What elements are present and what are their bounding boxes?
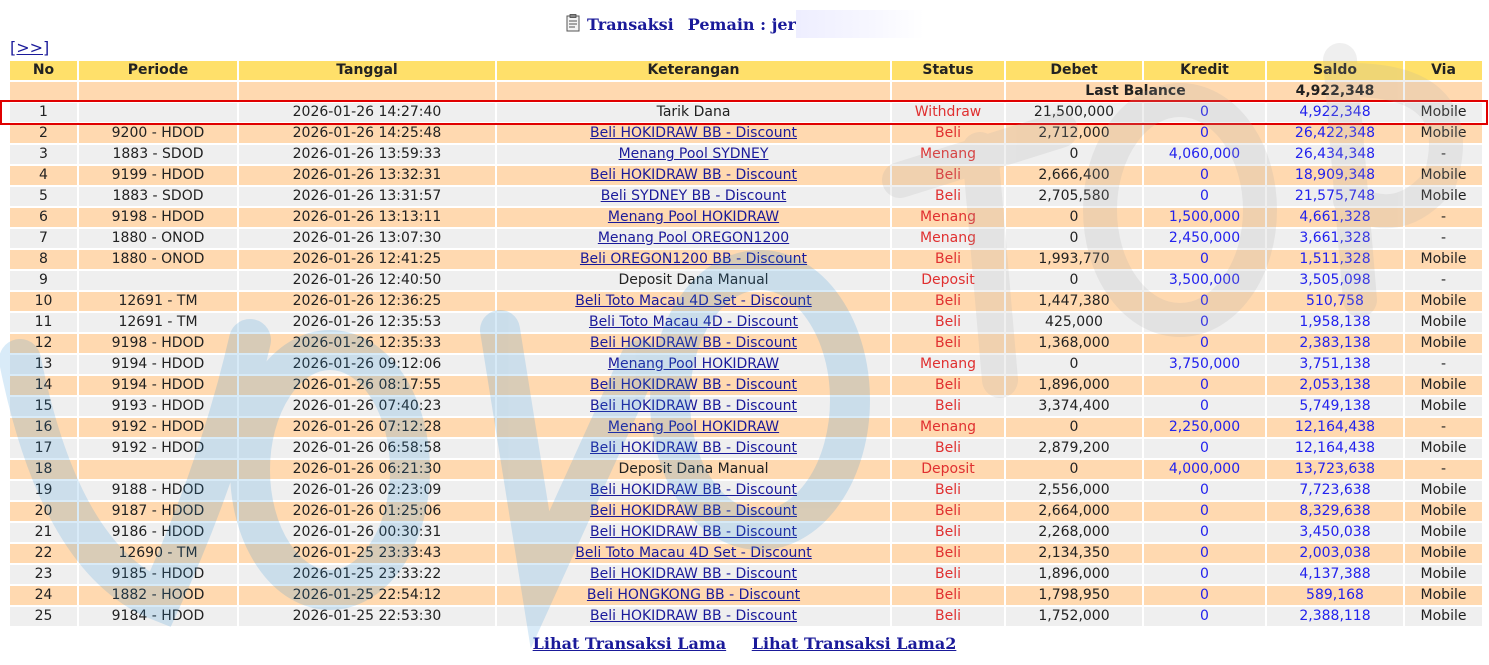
description-link[interactable]: Beli HOKIDRAW BB - Discount	[590, 608, 797, 624]
cell-kredit: 0	[1143, 396, 1266, 417]
cell-tanggal: 2026-01-26 01:25:06	[238, 501, 496, 522]
cell-status: Beli	[891, 501, 1005, 522]
transaction-table	[9, 60, 1483, 627]
col-header-saldo: Saldo	[1266, 60, 1404, 81]
table-row	[9, 480, 1483, 501]
cell-saldo: 21,575,748	[1266, 186, 1404, 207]
cell-ket[interactable]	[496, 333, 891, 354]
cell-saldo: 3,505,098	[1266, 270, 1404, 291]
cell-no: 1	[9, 102, 78, 123]
cell-status: Menang	[891, 207, 1005, 228]
cell-via: -	[1404, 354, 1483, 375]
cell-debet: 2,879,200	[1005, 438, 1143, 459]
cell-periode: 9194 - HDOD	[78, 375, 238, 396]
cell-periode: 12691 - TM	[78, 291, 238, 312]
cell-kredit: 0	[1143, 333, 1266, 354]
cell-tanggal: 2026-01-26 13:32:31	[238, 165, 496, 186]
cell-periode: 9184 - HDOD	[78, 606, 238, 627]
old-transactions-2-link[interactable]: Lihat Transaksi Lama2	[751, 634, 957, 653]
cell-saldo: 1,511,328	[1266, 249, 1404, 270]
cell-kredit: 0	[1143, 585, 1266, 606]
cell-saldo: 2,053,138	[1266, 375, 1404, 396]
cell-via: Mobile	[1404, 522, 1483, 543]
cell-via: Mobile	[1404, 501, 1483, 522]
cell-kredit: 0	[1143, 606, 1266, 627]
cell-ket[interactable]	[496, 543, 891, 564]
cell-tanggal: 2026-01-26 12:35:33	[238, 333, 496, 354]
cell-saldo: 2,003,038	[1266, 543, 1404, 564]
cell-kredit: 0	[1143, 480, 1266, 501]
cell-kredit: 1,500,000	[1143, 207, 1266, 228]
cell-tanggal: 2026-01-25 22:54:12	[238, 585, 496, 606]
cell-no: 21	[9, 522, 78, 543]
col-header-debet: Debet	[1005, 60, 1143, 81]
col-header-periode: Periode	[78, 60, 238, 81]
cell-status: Withdraw	[891, 102, 1005, 123]
cell-periode: 9198 - HDOD	[78, 333, 238, 354]
cell-no: 25	[9, 606, 78, 627]
cell-ket[interactable]	[496, 522, 891, 543]
cell-periode: 1883 - SDOD	[78, 144, 238, 165]
table-row	[9, 564, 1483, 585]
cell-via: -	[1404, 228, 1483, 249]
cell-ket	[496, 102, 891, 123]
cell-status: Beli	[891, 585, 1005, 606]
cell-debet: 0	[1005, 228, 1143, 249]
cell-debet: 0	[1005, 354, 1143, 375]
cell-periode: 1883 - SDOD	[78, 186, 238, 207]
cell-saldo: 3,450,038	[1266, 522, 1404, 543]
cell-saldo: 7,723,638	[1266, 480, 1404, 501]
cell-tanggal: 2026-01-26 00:30:31	[238, 522, 496, 543]
cell-no: 10	[9, 291, 78, 312]
cell-kredit: 4,000,000	[1143, 459, 1266, 480]
cell-kredit: 0	[1143, 312, 1266, 333]
cell-status: Beli	[891, 123, 1005, 144]
cell-periode: 9194 - HDOD	[78, 354, 238, 375]
cell-periode: 9187 - HDOD	[78, 501, 238, 522]
table-header-row	[9, 60, 1483, 81]
cell-debet: 3,374,400	[1005, 396, 1143, 417]
cell-status: Beli	[891, 606, 1005, 627]
cell-periode: 9199 - HDOD	[78, 165, 238, 186]
table-row	[9, 375, 1483, 396]
cell-debet: 2,268,000	[1005, 522, 1143, 543]
cell-no: 13	[9, 354, 78, 375]
footer-links	[0, 634, 1489, 653]
cell-saldo: 510,758	[1266, 291, 1404, 312]
table-row	[9, 585, 1483, 606]
cell-saldo: 13,723,638	[1266, 459, 1404, 480]
cell-tanggal: 2026-01-26 13:13:11	[238, 207, 496, 228]
cell-via: Mobile	[1404, 480, 1483, 501]
col-header-status: Status	[891, 60, 1005, 81]
cell-ket[interactable]	[496, 249, 891, 270]
cell-status: Menang	[891, 417, 1005, 438]
cell-via: -	[1404, 207, 1483, 228]
cell-ket[interactable]	[496, 165, 891, 186]
cell-status: Beli	[891, 480, 1005, 501]
cell-via: Mobile	[1404, 186, 1483, 207]
cell-ket[interactable]	[496, 144, 891, 165]
cell-no: 16	[9, 417, 78, 438]
cell-kredit: 2,250,000	[1143, 417, 1266, 438]
cell-saldo: 4,661,328	[1266, 207, 1404, 228]
cell-debet: 1,896,000	[1005, 375, 1143, 396]
cell-status: Beli	[891, 564, 1005, 585]
description-link[interactable]: Beli HOKIDRAW BB - Discount	[590, 167, 797, 183]
cell-debet: 1,368,000	[1005, 333, 1143, 354]
description-link[interactable]: Beli HOKIDRAW BB - Discount	[590, 524, 797, 540]
cell-no: 18	[9, 459, 78, 480]
cell-debet: 2,664,000	[1005, 501, 1143, 522]
cell-periode: 1880 - ONOD	[78, 249, 238, 270]
col-header-kredit: Kredit	[1143, 60, 1266, 81]
table-row	[9, 501, 1483, 522]
table-row	[9, 102, 1483, 123]
cell-saldo: 4,137,388	[1266, 564, 1404, 585]
cell-ket	[496, 270, 891, 291]
cell-tanggal: 2026-01-26 12:35:53	[238, 312, 496, 333]
table-row	[9, 207, 1483, 228]
cell-via: Mobile	[1404, 396, 1483, 417]
cell-saldo: 18,909,348	[1266, 165, 1404, 186]
cell-no: 8	[9, 249, 78, 270]
cell-ket[interactable]	[496, 438, 891, 459]
table-row	[9, 312, 1483, 333]
table-row	[9, 417, 1483, 438]
cell-no: 6	[9, 207, 78, 228]
cell-saldo: 3,661,328	[1266, 228, 1404, 249]
cell-via: Mobile	[1404, 165, 1483, 186]
cell-tanggal: 2026-01-26 08:17:55	[238, 375, 496, 396]
cell-debet: 2,134,350	[1005, 543, 1143, 564]
redacted-area	[796, 10, 924, 38]
cell-kredit: 0	[1143, 375, 1266, 396]
description-link[interactable]: Beli HONGKONG BB - Discount	[586, 587, 801, 603]
cell-no: 5	[9, 186, 78, 207]
last-balance-row	[9, 81, 1483, 102]
cell-kredit: 0	[1143, 543, 1266, 564]
table-row	[9, 438, 1483, 459]
table-row	[9, 396, 1483, 417]
description-link[interactable]: Menang Pool HOKIDRAW	[607, 419, 780, 435]
table-row	[9, 354, 1483, 375]
cell-status: Beli	[891, 165, 1005, 186]
cell-periode	[78, 102, 238, 123]
col-header-tanggal: Tanggal	[238, 60, 496, 81]
cell-status: Beli	[891, 543, 1005, 564]
cell-tanggal: 2026-01-26 07:12:28	[238, 417, 496, 438]
cell-no: 2	[9, 123, 78, 144]
cell-ket	[496, 459, 891, 480]
cell-saldo: 12,164,438	[1266, 417, 1404, 438]
cell-kredit: 4,060,000	[1143, 144, 1266, 165]
cell-no: 20	[9, 501, 78, 522]
description-link[interactable]: Menang Pool HOKIDRAW	[607, 209, 780, 225]
cell-status: Beli	[891, 186, 1005, 207]
cell-periode: 9192 - HDOD	[78, 417, 238, 438]
cell-status: Beli	[891, 396, 1005, 417]
table-row	[9, 522, 1483, 543]
cell-tanggal: 2026-01-26 12:41:25	[238, 249, 496, 270]
cell-no: 7	[9, 228, 78, 249]
cell-ket[interactable]	[496, 291, 891, 312]
cell-ket[interactable]	[496, 480, 891, 501]
table-row	[9, 165, 1483, 186]
cell-debet: 0	[1005, 459, 1143, 480]
cell-periode: 9193 - HDOD	[78, 396, 238, 417]
cell-status: Deposit	[891, 270, 1005, 291]
cell-debet: 0	[1005, 270, 1143, 291]
table-row	[9, 270, 1483, 291]
table-row	[9, 228, 1483, 249]
cell-debet: 1,752,000	[1005, 606, 1143, 627]
description-link[interactable]: Beli HOKIDRAW BB - Discount	[590, 503, 797, 519]
cell-kredit: 0	[1143, 186, 1266, 207]
cell-via: -	[1404, 144, 1483, 165]
cell-status: Deposit	[891, 459, 1005, 480]
description-text: Deposit Dana Manual	[618, 461, 769, 477]
description-text: Tarik Dana	[656, 104, 731, 120]
cell-kredit: 0	[1143, 102, 1266, 123]
cell-ket[interactable]	[496, 606, 891, 627]
cell-via: Mobile	[1404, 375, 1483, 396]
cell-periode: 12691 - TM	[78, 312, 238, 333]
cell-periode: 9186 - HDOD	[78, 522, 238, 543]
description-link[interactable]: Menang Pool OREGON1200	[597, 230, 790, 246]
cell-no: 11	[9, 312, 78, 333]
description-link[interactable]: Beli HOKIDRAW BB - Discount	[590, 377, 797, 393]
table-row	[9, 249, 1483, 270]
cell-saldo: 4,922,348	[1266, 102, 1404, 123]
cell-periode: 12690 - TM	[78, 543, 238, 564]
cell-via: Mobile	[1404, 438, 1483, 459]
cell-status: Beli	[891, 333, 1005, 354]
cell-no: 24	[9, 585, 78, 606]
cell-periode: 1882 - HOOD	[78, 585, 238, 606]
cell-no: 22	[9, 543, 78, 564]
document-icon	[565, 14, 581, 36]
cell-ket[interactable]	[496, 375, 891, 396]
cell-ket[interactable]	[496, 207, 891, 228]
cell-status: Beli	[891, 312, 1005, 333]
col-header-no: No	[9, 60, 78, 81]
description-link[interactable]: Beli HOKIDRAW BB - Discount	[590, 335, 797, 351]
cell-kredit: 0	[1143, 249, 1266, 270]
cell-tanggal: 2026-01-26 02:23:09	[238, 480, 496, 501]
cell-periode	[78, 459, 238, 480]
cell-status: Beli	[891, 375, 1005, 396]
cell-via: -	[1404, 459, 1483, 480]
description-link[interactable]: Beli Toto Macau 4D Set - Discount	[575, 545, 812, 561]
cell-kredit: 0	[1143, 438, 1266, 459]
table-row	[9, 606, 1483, 627]
cell-periode: 9192 - HDOD	[78, 438, 238, 459]
cell-tanggal: 2026-01-26 14:25:48	[238, 123, 496, 144]
cell-debet: 0	[1005, 207, 1143, 228]
cell-via: Mobile	[1404, 564, 1483, 585]
cell-periode: 9188 - HDOD	[78, 480, 238, 501]
cell-periode: 1880 - ONOD	[78, 228, 238, 249]
description-link[interactable]: Beli Toto Macau 4D - Discount	[588, 314, 799, 330]
description-link[interactable]: Beli SYDNEY BB - Discount	[600, 188, 787, 204]
col-header-via: Via	[1404, 60, 1483, 81]
last-balance-label: Last Balance	[1005, 81, 1266, 102]
cell-via: Mobile	[1404, 102, 1483, 123]
cell-debet: 2,705,580	[1005, 186, 1143, 207]
cell-no: 3	[9, 144, 78, 165]
last-balance-value: 4,922,348	[1266, 81, 1404, 102]
cell-ket[interactable]	[496, 228, 891, 249]
cell-saldo: 2,388,118	[1266, 606, 1404, 627]
cell-periode: 9198 - HDOD	[78, 207, 238, 228]
cell-kredit: 3,750,000	[1143, 354, 1266, 375]
cell-no: 15	[9, 396, 78, 417]
description-link[interactable]: Beli HOKIDRAW BB - Discount	[590, 125, 797, 141]
cell-saldo: 1,958,138	[1266, 312, 1404, 333]
cell-ket[interactable]	[496, 123, 891, 144]
cell-via: Mobile	[1404, 312, 1483, 333]
description-link[interactable]: Menang Pool HOKIDRAW	[607, 356, 780, 372]
cell-debet: 425,000	[1005, 312, 1143, 333]
table-row	[9, 543, 1483, 564]
cell-via: Mobile	[1404, 543, 1483, 564]
player-label: Pemain : jer	[687, 15, 796, 34]
cell-via: -	[1404, 417, 1483, 438]
table-row	[9, 144, 1483, 165]
cell-tanggal: 2026-01-26 14:27:40	[238, 102, 496, 123]
cell-status: Beli	[891, 522, 1005, 543]
cell-no: 17	[9, 438, 78, 459]
cell-saldo: 26,434,348	[1266, 144, 1404, 165]
cell-saldo: 5,749,138	[1266, 396, 1404, 417]
cell-saldo: 8,329,638	[1266, 501, 1404, 522]
col-header-keterangan: Keterangan	[496, 60, 891, 81]
cell-via: Mobile	[1404, 249, 1483, 270]
cell-status: Menang	[891, 354, 1005, 375]
description-link[interactable]: Beli HOKIDRAW BB - Discount	[590, 398, 797, 414]
cell-kredit: 0	[1143, 564, 1266, 585]
page-title: Transaksi	[587, 15, 674, 34]
old-transactions-link[interactable]: Lihat Transaksi Lama	[532, 634, 727, 653]
cell-kredit: 0	[1143, 522, 1266, 543]
cell-debet: 2,712,000	[1005, 123, 1143, 144]
page-header	[0, 10, 1489, 36]
cell-ket[interactable]	[496, 417, 891, 438]
table-row	[9, 123, 1483, 144]
cell-no: 12	[9, 333, 78, 354]
description-text: Deposit Dana Manual	[618, 272, 769, 288]
cell-status: Menang	[891, 228, 1005, 249]
cell-tanggal: 2026-01-26 12:40:50	[238, 270, 496, 291]
cell-via: Mobile	[1404, 123, 1483, 144]
cell-periode: 9185 - HDOD	[78, 564, 238, 585]
cell-kredit: 0	[1143, 501, 1266, 522]
cell-tanggal: 2026-01-26 12:36:25	[238, 291, 496, 312]
cell-ket[interactable]	[496, 312, 891, 333]
cell-kredit: 2,450,000	[1143, 228, 1266, 249]
cell-saldo: 3,751,138	[1266, 354, 1404, 375]
cell-ket[interactable]	[496, 564, 891, 585]
cell-tanggal: 2026-01-25 23:33:43	[238, 543, 496, 564]
cell-debet: 1,896,000	[1005, 564, 1143, 585]
cell-debet: 1,798,950	[1005, 585, 1143, 606]
cell-kredit: 0	[1143, 291, 1266, 312]
cell-debet: 1,993,770	[1005, 249, 1143, 270]
cell-kredit: 0	[1143, 165, 1266, 186]
cell-ket[interactable]	[496, 396, 891, 417]
cell-via: Mobile	[1404, 585, 1483, 606]
table-row	[9, 333, 1483, 354]
table-row	[9, 186, 1483, 207]
cell-via: -	[1404, 270, 1483, 291]
cell-no: 14	[9, 375, 78, 396]
cell-ket[interactable]	[496, 501, 891, 522]
cell-via: Mobile	[1404, 291, 1483, 312]
cell-tanggal: 2026-01-26 06:21:30	[238, 459, 496, 480]
table-row	[9, 291, 1483, 312]
cell-tanggal: 2026-01-26 13:07:30	[238, 228, 496, 249]
cell-debet: 2,556,000	[1005, 480, 1143, 501]
cell-saldo: 589,168	[1266, 585, 1404, 606]
description-link[interactable]: Beli HOKIDRAW BB - Discount	[590, 566, 797, 582]
cell-no: 19	[9, 480, 78, 501]
cell-periode	[78, 270, 238, 291]
cell-tanggal: 2026-01-26 09:12:06	[238, 354, 496, 375]
cell-tanggal: 2026-01-26 06:58:58	[238, 438, 496, 459]
cell-kredit: 3,500,000	[1143, 270, 1266, 291]
cell-tanggal: 2026-01-25 23:33:22	[238, 564, 496, 585]
cell-tanggal: 2026-01-26 13:31:57	[238, 186, 496, 207]
cell-ket[interactable]	[496, 186, 891, 207]
cell-tanggal: 2026-01-26 13:59:33	[238, 144, 496, 165]
cell-no: 23	[9, 564, 78, 585]
cell-status: Beli	[891, 249, 1005, 270]
description-link[interactable]: Beli OREGON1200 BB - Discount	[579, 251, 808, 267]
cell-debet: 0	[1005, 144, 1143, 165]
description-link[interactable]: Beli HOKIDRAW BB - Discount	[590, 482, 797, 498]
table-row	[9, 459, 1483, 480]
cell-no: 4	[9, 165, 78, 186]
cell-periode: 9200 - HDOD	[78, 123, 238, 144]
cell-debet: 2,666,400	[1005, 165, 1143, 186]
cell-saldo: 26,422,348	[1266, 123, 1404, 144]
description-link[interactable]: Menang Pool SYDNEY	[618, 146, 769, 162]
cell-ket[interactable]	[496, 585, 891, 606]
cell-via: Mobile	[1404, 606, 1483, 627]
cell-no: 9	[9, 270, 78, 291]
cell-status: Beli	[891, 291, 1005, 312]
cell-debet: 0	[1005, 417, 1143, 438]
description-link[interactable]: Beli HOKIDRAW BB - Discount	[590, 440, 797, 456]
cell-saldo: 12,164,438	[1266, 438, 1404, 459]
cell-ket[interactable]	[496, 354, 891, 375]
cell-via: Mobile	[1404, 333, 1483, 354]
cell-debet: 21,500,000	[1005, 102, 1143, 123]
cell-tanggal: 2026-01-26 07:40:23	[238, 396, 496, 417]
cell-saldo: 2,383,138	[1266, 333, 1404, 354]
cell-status: Beli	[891, 438, 1005, 459]
next-page-link[interactable]: [>>]	[10, 38, 50, 57]
cell-debet: 1,447,380	[1005, 291, 1143, 312]
cell-status: Menang	[891, 144, 1005, 165]
description-link[interactable]: Beli Toto Macau 4D Set - Discount	[575, 293, 812, 309]
cell-tanggal: 2026-01-25 22:53:30	[238, 606, 496, 627]
cell-kredit: 0	[1143, 123, 1266, 144]
